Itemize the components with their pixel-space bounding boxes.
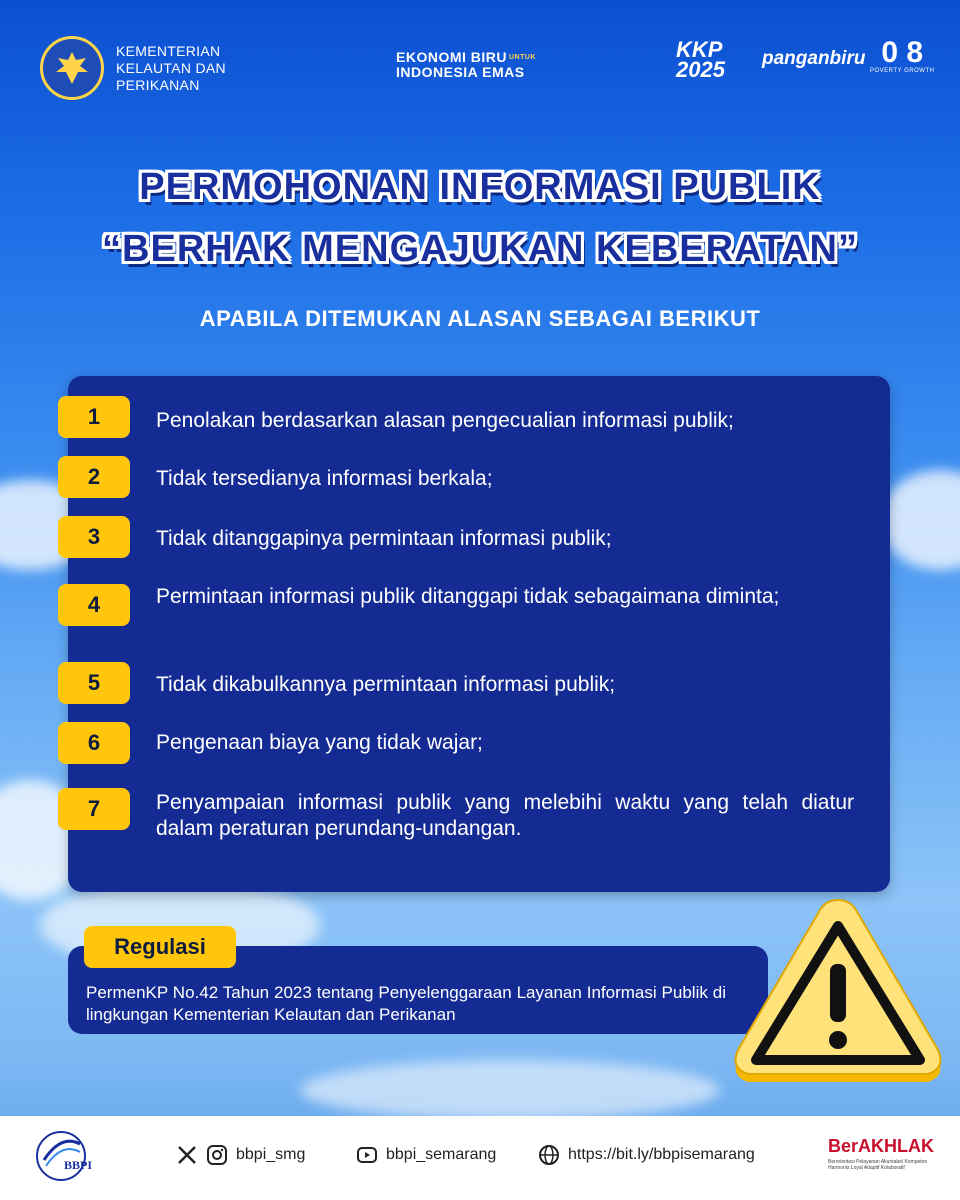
youtube-icon [356,1144,378,1166]
panganbiru-logo: panganbiru [762,48,866,69]
item-text: Tidak tersedianya informasi berkala; [156,467,493,490]
item-text: Pengenaan biaya yang tidak wajar; [156,731,483,754]
kkp-2025-logo: KKP 2025 [676,37,725,82]
subtitle: APABILA DITEMUKAN ALASAN SEBAGAI BERIKUT [199,306,761,331]
social-youtube[interactable] [356,1144,496,1166]
regulation-badge: Regulasi [84,926,236,968]
cloud [300,1060,720,1120]
page-title: PERMOHONAN INFORMASI PUBLIK [139,166,821,208]
youtube-handle: bbpi_semarang [386,1146,497,1163]
website-link: https://bit.ly/bbpisemarang [568,1146,755,1163]
x-twitter-icon [176,1144,198,1166]
instagram-icon [206,1144,228,1166]
garuda-emblem-icon [40,36,104,100]
item-text: Tidak ditanggapinya permintaan informasi publik; [156,527,612,550]
warning-icon [724,890,952,1100]
item-number-badge: 1 [58,396,130,438]
item-text: Tidak dikabulkannya permintaan informasi publik; [156,673,616,696]
item-number-badge: 7 [58,788,130,830]
bbpi-label: BBPI [64,1158,93,1172]
page-title-quote: “BERHAK MENGAJUKAN KEBERATAN” [102,228,858,270]
ekonomi-biru-logo: EKONOMI BIRU $^{UNTUK}$ INDONESIA EMAS [396,49,536,80]
globe-icon [538,1144,560,1166]
social-website[interactable] [538,1144,755,1166]
item-text: Permintaan informasi publik ditanggapi tidak sebagaimana diminta; [156,585,780,608]
cloud [880,470,960,570]
ministry-name: KEMENTERIAN KELAUTAN DAN PERIKANAN [116,42,226,93]
ministry-logo [40,36,226,100]
item-number-badge: 6 [58,722,130,764]
twitter-instagram-handle: bbpi_smg [236,1146,306,1163]
bbpi-logo-icon [34,1126,88,1186]
poverty-growth-logo: 0 8 POVERTY GROWTH [870,36,935,74]
item-number-badge: 5 [58,662,130,704]
item-number-badge: 4 [58,584,130,626]
item-number-badge: 2 [58,456,130,498]
berakhlak-logo: BerAKHLAK Berorientasi Pelayanan Akuntabel Kompeten Harmonis Loyal Adaptif Kolaboratif [828,1136,935,1171]
item-text: Penolakan berdasarkan alasan pengecualian informasi publik; [156,409,734,432]
item-number-badge: 3 [58,516,130,558]
regulation-text: PermenKP No.42 Tahun 2023 tentang Penyelenggaraan Layanan Informasi Publik di lingkungan Kementerian Kelautan dan Perikanan [86,983,726,1024]
social-x-instagram[interactable] [176,1144,305,1166]
item-text: Penyampaian informasi publik yang melebihi waktu yang telah diatur dalam peraturan perundang-undangan. [156,791,854,840]
